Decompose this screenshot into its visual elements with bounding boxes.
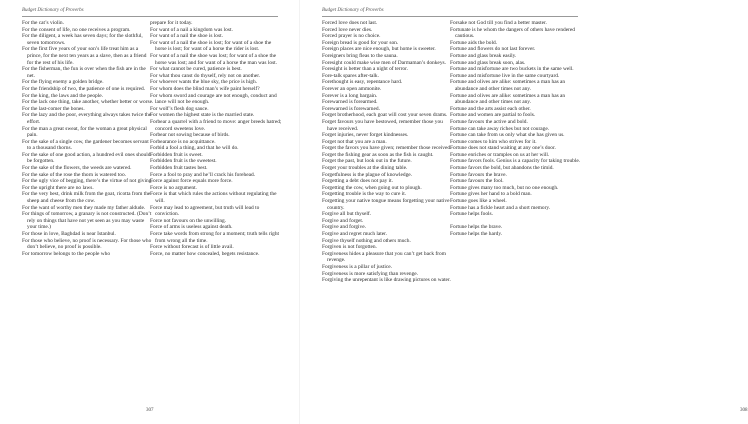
proverb-entry: Fortune can take from us only what she has given us.: [450, 132, 565, 139]
proverb-entry: Forbidden fruit is sweet.: [150, 151, 203, 158]
proverb-entry: Forbidden fruit tastes best.: [150, 165, 208, 172]
proverb-entry: Foresight could make wise men of Darmaman’s donkeys.: [322, 59, 446, 66]
proverb-entry: For the lazy and the poor, everything always takes twice the effort.: [22, 112, 152, 125]
proverb-entry: Forget favours you have bestowed, remember those you have received.: [322, 118, 443, 132]
proverb-entry: For those in love, Baghdad is near Istanbul.: [22, 231, 116, 237]
proverb-entry: For whom does the blind man’s wife paint herself?: [150, 85, 260, 92]
proverb-entry: Forewarned is forewarned.: [322, 105, 380, 112]
proverb-entry: For whom sword and courage are not enough, conduct and lance will not be enough.: [150, 92, 277, 106]
proverb-entry: Fortune favours the active and bold.: [450, 118, 528, 125]
proverb-entry: Fortune favours the fool.: [450, 178, 504, 185]
proverb-entry: Fortune favors fools. Genius is a capacity for taking trouble.: [450, 158, 581, 165]
proverb-entry: Forgive all but thyself.: [322, 211, 372, 218]
proverb-entry: For the sake of a single cow, the gardener becomes servant to a thousand thorns.: [22, 138, 149, 152]
proverb-entry: Forget your troubles at the dining table.: [322, 165, 408, 172]
proverb-entry: Fortune can take away riches but not courage.: [450, 125, 550, 132]
proverb-entry: Fortune and olives are alike: sometimes a man has an abundance and other times not any.: [450, 79, 566, 92]
proverb-entry: Forever an open ammonite.: [322, 85, 382, 92]
proverb-entry: Foreigners bring fleas to the sauna.: [322, 52, 398, 59]
proverb-entry: Forced prayer is no choice.: [322, 33, 381, 40]
proverb-entry: For want of a nail a kingdom was lost.: [150, 26, 233, 33]
proverb-entry: Forced love never dies.: [322, 26, 373, 33]
proverb-entry: For the first five years of your son’s life treat him as a prince, for the next ten years as a slave, then as a friend for the rest of his life.: [22, 46, 147, 66]
proverb-entry: Forget the past, but look out in the future.: [322, 158, 412, 165]
proverb-entry: For those who believe, no proof is necessary. For those who don’t believe, no proof is possible.: [22, 237, 152, 251]
proverb-entry: Fortune comes to him who strives for it.: [450, 138, 537, 145]
right-page: [300, 0, 748, 424]
proverb-entry: For whoever wants the blue sky, the price is high.: [150, 79, 257, 86]
proverb-entry: Forgiveness is more satisfying than revenge.: [322, 270, 419, 277]
proverb-entry: Forewarned is forearmed.: [322, 99, 378, 106]
proverb-column-left: [322, 20, 454, 284]
proverb-entry: Foreign places are nice enough, but home is sweeter.: [322, 46, 436, 53]
proverb-entry: Foreign bread is good for your son.: [322, 39, 399, 46]
proverb-entry: For women the highest state is the married state.: [150, 112, 255, 119]
proverb-entry: Forgiven is not forgotten.: [322, 244, 377, 251]
proverb-entry: Force of arms is useless against death.: [150, 224, 233, 231]
proverb-entry: For tomorrow belongs to the people who: [22, 250, 111, 257]
proverb-entry: Fortune helps fools.: [450, 211, 493, 218]
proverb-entry: For the fisherman, the fun is over when the fish are in the net.: [22, 66, 146, 79]
proverb-entry: Fortune goes like a wheel.: [450, 198, 507, 205]
proverb-entry: prepare for it today.: [150, 20, 193, 26]
proverb-entry: Force a fool to pray and he’ll crack his forehead.: [150, 171, 256, 178]
proverb-entry: For things of tomorrow, a granary is not constructed. (Don’t rely on things that have not yet seen as you may waste your time.): [22, 211, 152, 231]
running-head: Budget Dictionary of Proverbs: [22, 8, 84, 13]
proverb-entry: For the consent of life, no one receives a program.: [22, 26, 131, 33]
proverb-entry: Forgetting the cow, when going out to plough.: [322, 184, 422, 191]
proverb-entry: Forget the fishing gear as soon as the fish is caught.: [322, 151, 434, 158]
page-number: 307: [146, 408, 154, 413]
proverb-entry: Fortune gives her hand to a bold man.: [450, 191, 532, 198]
proverb-entry: Fortune and glass break easily.: [450, 52, 517, 59]
proverb-entry: For the sake of the flowers, the weeds are watered.: [22, 165, 132, 172]
proverb-entry: Forbear not sowing because of birds.: [150, 132, 230, 139]
header-rule: [22, 16, 278, 17]
proverb-entry: Forgiveness is a pillar of justice.: [322, 263, 392, 270]
proverb-entry: Forgiveness hides a pleasure that you can’t get back from revenge.: [322, 250, 446, 264]
proverb-entry: Forbid a fool a thing, and that he will do.: [150, 145, 239, 152]
proverb-entry: Forget the favors you have given; remember those received.: [322, 145, 452, 152]
proverb-entry: Fortune and the arts assist each other.: [450, 105, 531, 112]
proverb-entry: Fortunate is he whom the dangers of others have rendered cautious.: [450, 26, 575, 40]
proverb-entry: Fortune helps the hardy.: [450, 231, 503, 237]
proverb-entry: Fortune and glass break soon, alas.: [450, 59, 526, 66]
proverb-entry: For the cat’s violin.: [22, 20, 64, 26]
proverb-entry: Forget brotherhood, each goat will cost your seven drams.: [322, 112, 448, 119]
proverb-entry: For the upright there are no laws.: [22, 184, 94, 191]
proverb-entry: Force is no argument.: [150, 184, 197, 191]
proverb-entry: Forbear a quarrel with a friend to move: anger breeds hatred; concord sweetens love.: [150, 118, 282, 132]
proverb-entry: For the very best, drink milk from the goat, ricotta from the sheep and cheese from the cow.: [22, 191, 151, 205]
proverb-entry: For the sake of the rose the thorn is watered too.: [22, 171, 127, 178]
proverb-entry: Force without forecast is of little avail.: [150, 244, 234, 251]
proverb-entry: Force against force equals more force.: [150, 178, 233, 185]
header-rule: [322, 16, 578, 17]
proverb-entry: For wolf’s flesh dog sauce.: [150, 105, 209, 112]
proverb-entry: Forgetfulness is the plague of knowledge.: [322, 171, 413, 178]
proverb-entry: Fortune has a fickle heart and a short memory.: [450, 204, 551, 211]
proverb-entry: For the sake of one good action, a hundred evil ones should be forgotten.: [22, 151, 151, 165]
proverb-entry: For the flying enemy a golden bridge.: [22, 79, 104, 86]
proverb-entry: Fortune and olives are alike: sometimes a man has an abundance and other times not any.: [450, 92, 566, 106]
proverb-entry: Fortune helps the brave.: [450, 224, 503, 231]
proverb-entry: Force may lead to agreement, but truth will lead to conviction.: [150, 204, 260, 218]
proverb-entry: Fortune enriches or tramples on us at her will.: [450, 151, 550, 158]
proverb-entry: Foresight is better than a night of terror.: [322, 66, 408, 73]
proverb-entry: Forget not that you are a man.: [322, 138, 387, 145]
proverb-entry: Forbidden fruit is the sweetest.: [150, 158, 217, 165]
proverb-entry: Fortune and misfortune are two buckets in the same well.: [450, 66, 574, 73]
proverb-entry: Forgetting a debt does not pay it.: [322, 178, 394, 185]
proverb-entry: For want of a nail the shoe was lost; for want of a shoe the horse was lost; and for want of a horse the man was lost.: [150, 52, 278, 66]
proverb-entry: Forgive and regret much later.: [322, 231, 388, 237]
proverb-entry: For what thou canst do thyself, rely not on another.: [150, 72, 261, 79]
proverb-entry: Fortune favors the bold, but abandons the timid.: [450, 165, 554, 172]
proverb-entry: For the ugly vice of begging, there’s the virtue of not giving.: [22, 178, 153, 185]
proverb-entry: Forced love does not last.: [322, 20, 378, 26]
proverb-entry: Force take words from strong for a moment; truth tells right from wrong all the time.: [150, 231, 280, 244]
proverb-entry: Forgiving the unrepentant is like drawing pictures on water.: [322, 277, 451, 284]
left-page: [0, 0, 300, 424]
proverb-entry: For the diligent, a week has seven days; for the slothful, seven tomorrows.: [22, 33, 143, 46]
proverb-entry: [450, 218, 582, 225]
proverb-entry: Force not favours on the unwilling.: [150, 217, 227, 224]
proverb-entry: For the man a great sweat, for the woman a great physical pain.: [22, 125, 147, 139]
proverb-entry: Fortune does not stand waiting at any one’s door.: [450, 145, 556, 152]
proverb-entry: Forbearance is no acquittance.: [150, 138, 216, 145]
proverb-entry: For the friendship of two, the patience of one is required.: [22, 85, 146, 92]
proverb-entry: Forget injuries, never forget kindnesses.: [322, 132, 409, 139]
proverb-entry: For the king, the laws and the people.: [22, 92, 103, 99]
proverb-column-right: [150, 20, 282, 257]
proverb-entry: Force is that which rules the actions without regulating the will.: [150, 191, 277, 205]
page-number: 308: [740, 408, 748, 413]
running-head: Budget Dictionary of Proverbs: [322, 8, 384, 13]
proverb-entry: Forgetting trouble is the way to cure it.: [322, 191, 407, 198]
proverb-entry: Forethought is easy, repentance hard.: [322, 79, 403, 86]
proverb-entry: For the lack one thing, take another, whether better or worse.: [22, 99, 154, 106]
proverb-entry: Forgive and forgive.: [322, 224, 366, 231]
proverb-entry: For the want of worthy men they made my father aldude.: [22, 204, 146, 211]
proverb-entry: Fortune and flowers do not last forever.: [450, 46, 536, 53]
proverb-entry: For want of a nail the shoe is lost.: [150, 33, 223, 40]
proverb-entry: Forgive thyself nothing and others much.: [322, 237, 411, 244]
proverb-entry: Fortune favours the brave.: [450, 171, 507, 178]
proverb-entry: Forever is a long bargain.: [322, 92, 378, 99]
proverb-entry: Force, no matter how concealed, begets resistance.: [150, 250, 260, 257]
proverb-column-right: [450, 20, 582, 238]
proverb-entry: Fortune aids the bold.: [450, 39, 498, 46]
proverb-entry: Forgetting your native tongue means forgetting your native country.: [322, 198, 450, 211]
proverb-entry: Fortune gives many too much, but no one enough.: [450, 184, 559, 191]
proverb-column-left: [22, 20, 154, 257]
proverb-entry: For what cannot be cured, patience is best.: [150, 66, 242, 73]
proverb-entry: Fortune and misfortune live in the same courtyard.: [450, 72, 560, 79]
proverb-entry: For want of a nail the shoe is lost; for want of a shoe the horse is lost; for want of a horse the rider is lost.: [150, 39, 272, 53]
proverb-entry: For the last-comer the bones.: [22, 105, 85, 112]
proverb-entry: Forgive and forget.: [322, 217, 364, 224]
proverb-entry: Fortune and women are partial to fools.: [450, 112, 536, 119]
proverb-entry: Forsake not God till you find a better master.: [450, 20, 547, 26]
proverb-entry: Fore-talk spares after-talk.: [322, 72, 379, 79]
